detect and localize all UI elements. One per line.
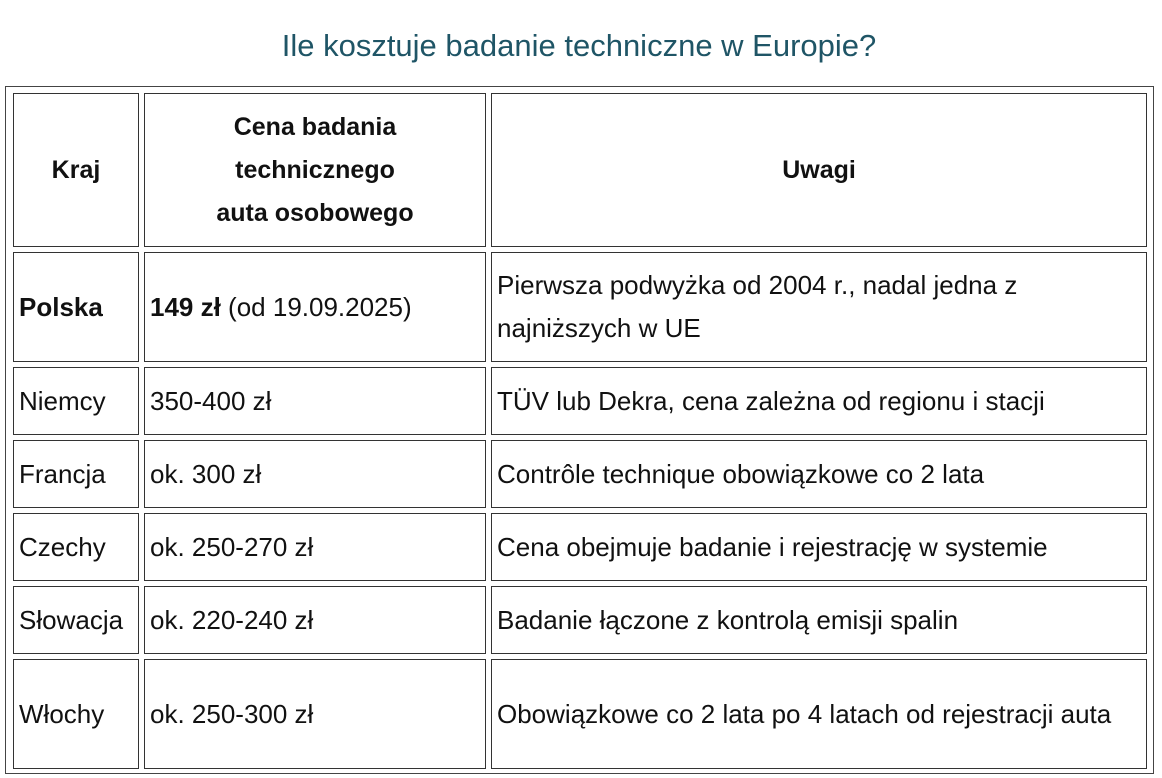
table-header-row [13,93,1147,247]
cell-country [13,586,139,654]
cell-notes [491,440,1147,508]
price-value: 350-400 zł [150,385,272,416]
notes-text: TÜV lub Dekra, cena zależna od regionu i stacji [497,385,1045,416]
cell-notes [491,367,1147,435]
table-row [13,440,1147,508]
country-name: Słowacja [19,604,124,635]
header-country-label: Kraj [51,155,101,184]
notes-text: Obowiązkowe co 2 lata po 4 latach od rejestracji auta [497,698,1112,729]
header-price [144,93,486,247]
notes-text: Pierwsza podwyżka od 2004 r., nadal jedna z najniższych w UE [497,270,1018,343]
table-row [13,659,1147,769]
country-name: Niemcy [19,385,106,416]
cell-country [13,440,139,508]
header-price-line1: Cena badania [233,112,397,141]
cell-country [13,252,139,362]
header-price-line2: technicznego [235,155,395,184]
price-value: ok. 250-300 zł [150,698,314,729]
table-row [13,252,1147,362]
cell-country [13,659,139,769]
price-note: (od 19.09.2025) [220,291,412,322]
header-notes [491,93,1147,247]
cell-price [144,440,486,508]
price-value: ok. 250-270 zł [150,531,314,562]
price-value: ok. 300 zł [150,458,262,489]
page-title: Ile kosztuje badanie techniczne w Europie? [281,28,877,63]
country-name: Włochy [19,698,105,729]
header-price-line3: auta osobowego [216,198,414,227]
cell-price [144,367,486,435]
cell-notes [491,513,1147,581]
header-country [13,93,139,247]
country-name: Francja [19,458,106,489]
table-row [13,513,1147,581]
cell-price [144,586,486,654]
table-row [13,586,1147,654]
inspection-cost-table [8,88,1152,774]
header-notes-label: Uwagi [782,155,856,184]
notes-text: Cena obejmuje badanie i rejestrację w systemie [497,531,1048,562]
price-value: 149 zł [150,291,221,322]
table-row [13,367,1147,435]
country-name: Czechy [19,531,106,562]
country-name: Polska [19,291,103,322]
cell-price [144,252,486,362]
notes-text: Badanie łączone z kontrolą emisji spalin [497,604,959,635]
cell-country [13,367,139,435]
notes-text: Contrôle technique obowiązkowe co 2 lata [497,458,985,489]
cell-price [144,513,486,581]
cell-notes [491,659,1147,769]
cell-country [13,513,139,581]
cell-notes [491,586,1147,654]
cell-notes [491,252,1147,362]
price-value: ok. 220-240 zł [150,604,314,635]
cell-price [144,659,486,769]
